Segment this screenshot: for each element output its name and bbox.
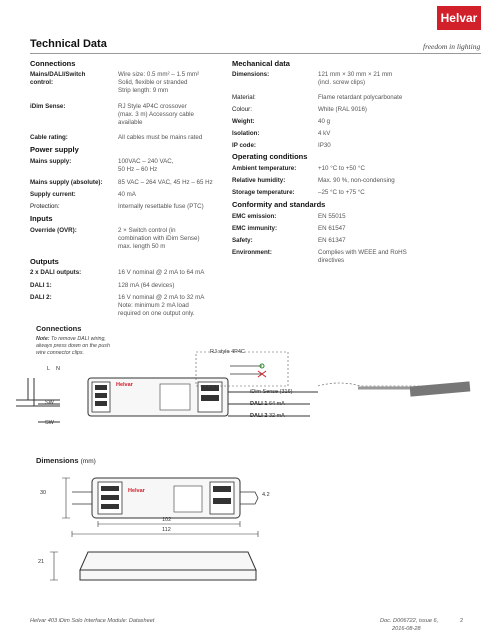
device-brand: Helvar (128, 488, 145, 494)
spec-value: 40 mA (118, 191, 136, 198)
spec-value: Complies with WEEE and RoHS directives (318, 249, 407, 264)
spec-label: Mains supply (absolute): (30, 179, 103, 186)
power-supply-heading: Power supply (30, 145, 79, 154)
spec-label: Storage temperature: (232, 189, 295, 196)
spec-value: +10 °C to +50 °C (318, 165, 365, 172)
spec-value: 16 V nominal @ 2 mA to 64 mA (118, 269, 205, 276)
spec-label: Cable rating: (30, 134, 68, 141)
spec-value: 40 g (318, 118, 331, 125)
spec-value: EN 61547 (318, 225, 346, 232)
connections-diagram-heading: Connections (36, 324, 82, 333)
spec-label: Isolation: (232, 130, 260, 137)
spec-label: IP code: (232, 142, 256, 149)
spec-value: Flame retardant polycarbonate (318, 94, 403, 101)
spec-label: Dimensions: (232, 71, 270, 78)
dimensions-heading: Dimensions (mm) (36, 456, 96, 465)
footer-title: Helvar 403 iDim Solo Interface Module: Datasheet (30, 618, 155, 624)
footer-date: 2016-08-28 (392, 626, 421, 632)
spec-label: iDim Sense: (30, 103, 66, 110)
dali2-label: DALI 2 32 mA (250, 413, 285, 419)
dimension-112: 112 (162, 527, 171, 533)
spec-value: –25 °C to +75 °C (318, 189, 365, 196)
spec-value: RJ Style 4P4C crossover (max. 3 m) Accessory cable available (118, 103, 194, 126)
wiring-note: Note: To remove DALI wiring, always press down on the push wire connector clips. (36, 336, 110, 356)
spec-value: Internally resettable fuse (PTC) (118, 203, 204, 210)
spec-value: EN 55015 (318, 213, 346, 220)
switch-label: SW (45, 420, 54, 426)
spec-value: Wire size: 0.5 mm² – 1.5 mm² Solid, flexible or stranded Strip length: 9 mm (118, 71, 200, 94)
helvar-logo: Helvar (437, 6, 481, 30)
spec-value: Max. 90 %, non-condensing (318, 177, 395, 184)
spec-value: All cables must be mains rated (118, 134, 203, 141)
spec-label: Mains supply: (30, 158, 72, 165)
connections-heading: Connections (30, 59, 76, 68)
device-brand: Helvar (116, 382, 133, 388)
spec-label: Weight: (232, 118, 255, 125)
spec-value: IP30 (318, 142, 331, 149)
spec-value: 128 mA (64 devices) (118, 282, 175, 289)
spec-label: EMC immunity: (232, 225, 278, 232)
spec-label: Ambient temperature: (232, 165, 297, 172)
spec-value: 100VAC – 240 VAC, 50 Hz – 60 Hz (118, 158, 174, 173)
spec-label: Material: (232, 94, 256, 101)
spec-label: Colour: (232, 106, 252, 113)
spec-label: Supply current: (30, 191, 76, 198)
dimensions-drawing (0, 468, 491, 608)
spec-value: 85 VAC – 264 VAC, 45 Hz – 65 Hz (118, 179, 213, 186)
spec-value: 121 mm × 30 mm × 21 mm (incl. screw clips) (318, 71, 393, 86)
spec-label: Relative humidity: (232, 177, 286, 184)
dali1-label: DALI 1 64 mA (250, 401, 285, 407)
brand-tagline: freedom in lighting (423, 42, 481, 51)
wire-label-l: L (47, 366, 51, 372)
spec-label: EMC emission: (232, 213, 277, 220)
connections-diagram (0, 340, 491, 440)
spec-value: White (RAL 9016) (318, 106, 367, 113)
spec-value: EN 61347 (318, 237, 346, 244)
spec-value: 2 × Switch control (in combination with iDim Sense) max. length 50 m (118, 227, 200, 250)
dimension-30: 30 (40, 490, 47, 496)
footer-doc: Doc. D006722, issue 6, (380, 618, 439, 624)
spec-label: Protection: (30, 203, 60, 210)
conformity-heading: Conformity and standards (232, 200, 326, 209)
idim-sense-label: iDim Sense (316) (250, 389, 293, 395)
dimension-102: 102 (162, 517, 172, 523)
title-divider (30, 53, 481, 54)
dimension-21: 21 (38, 559, 45, 565)
outputs-heading: Outputs (30, 257, 59, 266)
page-title: Technical Data (30, 38, 107, 50)
spec-label: Mains/DALI/Switch control: (30, 71, 86, 86)
mechanical-heading: Mechanical data (232, 59, 290, 68)
spec-value: 16 V nominal @ 2 mA to 32 mA Note: minimum 2 mA load required on one output only. (118, 294, 205, 317)
spec-label: 2 x DALI outputs: (30, 269, 82, 276)
operating-heading: Operating conditions (232, 152, 308, 161)
switch-label: SW (45, 400, 54, 406)
wire-label-n: N (56, 366, 60, 372)
inputs-heading: Inputs (30, 214, 53, 223)
dimension-4-2: 4.2 (262, 492, 270, 498)
rj-style-label: RJ style 4P4C (210, 349, 245, 355)
spec-label: DALI 1: (30, 282, 52, 289)
spec-label: Safety: (232, 237, 253, 244)
spec-value: 4 kV (318, 130, 331, 137)
spec-label: DALI 2: (30, 294, 52, 301)
spec-label: Override (OVR): (30, 227, 77, 234)
spec-label: Environment: (232, 249, 272, 256)
page-number: 2 (460, 618, 464, 624)
